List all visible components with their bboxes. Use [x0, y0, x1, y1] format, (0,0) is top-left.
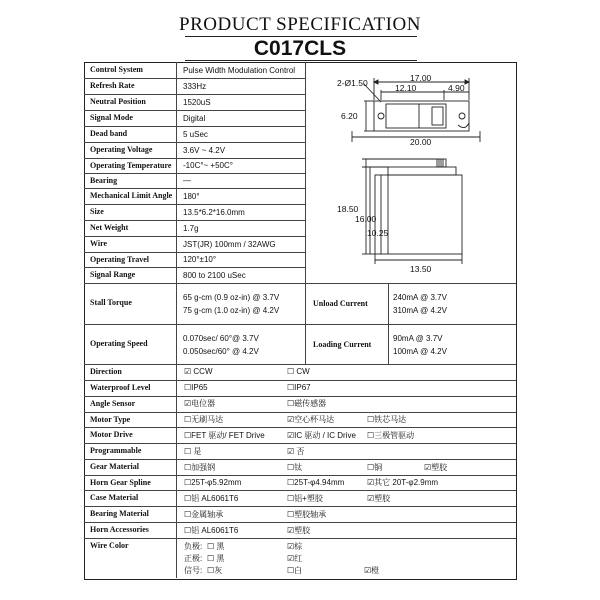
option-choice[interactable]: ☐金属轴承 [184, 510, 224, 519]
option-choice[interactable]: ☐IP65 [184, 383, 208, 392]
option-choice[interactable]: ☑塑胶 [367, 494, 391, 503]
row-divider [84, 427, 516, 428]
option-choice[interactable]: ☑其它 20T-φ2.9mm [367, 478, 439, 487]
option-choice[interactable]: ☐ CW [287, 367, 310, 376]
top-view-body-dim: 20.00 [410, 137, 432, 147]
wire-color-label: Wire Color [90, 541, 129, 550]
row-divider [84, 364, 516, 365]
spec-value: Pulse Width Modulation Control [183, 66, 296, 75]
option-choice[interactable]: ☑空心杯马达 [287, 415, 335, 424]
spec-value: 1.7g [183, 224, 199, 233]
operating-speed-label: Operating Speed [90, 339, 148, 348]
unload-current-label: Unload Current [313, 299, 368, 308]
option-choice[interactable]: ☐铝+塑胶 [287, 494, 323, 503]
option-choice[interactable]: ☐铜 [367, 463, 383, 472]
option-choice[interactable]: ☐25T-φ5.92mm [184, 478, 242, 487]
spec-label: Control System [90, 65, 143, 74]
option-choice[interactable]: ☐无刷马达 [184, 415, 224, 424]
operating-speed-line: 0.070sec/ 60°@ 3.7V [183, 334, 259, 343]
wire-choice[interactable]: ☑棕 [287, 542, 303, 551]
spec-value: -10C°~ +50C° [183, 161, 233, 170]
row-divider [84, 459, 516, 460]
side-view-length-dim: 13.50 [410, 264, 432, 274]
operating-speed-line: 0.050sec/60° @ 4.2V [183, 347, 259, 356]
spec-label: Signal Range [90, 270, 136, 279]
unload-current-line: 310mA @ 4.2V [393, 306, 447, 315]
loading-current-label: Loading Current [313, 340, 372, 349]
spec-value: JST(JR) 100mm / 32AWG [183, 240, 276, 249]
option-choice[interactable]: ☑ CCW [184, 367, 213, 376]
row-divider [84, 78, 305, 79]
option-choice[interactable]: ☑塑胶 [424, 463, 448, 472]
spec-value: 120°±10° [183, 255, 217, 264]
row-divider [84, 110, 305, 111]
loading-current-line: 100mA @ 4.2V [393, 347, 447, 356]
row-divider [84, 538, 516, 539]
top-view-offset-dim: 4.90 [448, 83, 465, 93]
row-divider [84, 236, 305, 237]
spec-label: Neutral Position [90, 97, 146, 106]
side-view-body-height-dim: 16.00 [355, 214, 377, 224]
spec-label: Operating Voltage [90, 145, 153, 154]
option-label: Direction [90, 367, 122, 376]
row-divider [84, 522, 516, 523]
column-divider [176, 62, 177, 578]
option-label: Bearing Material [90, 509, 149, 518]
spec-value: 333Hz [183, 82, 207, 91]
row-divider [84, 94, 305, 95]
top-view-spacing-dim: 12.10 [395, 83, 417, 93]
wire-name: 信号: [184, 566, 203, 575]
option-label: Horn Accessories [90, 525, 149, 534]
option-choice[interactable]: ☑电位器 [184, 399, 216, 408]
wire-choice[interactable]: ☐ 黑 [207, 542, 225, 551]
option-label: Motor Drive [90, 430, 133, 439]
option-label: Gear Material [90, 462, 139, 471]
top-view-width-dim: 6.20 [341, 111, 358, 121]
side-view-drawing [362, 159, 462, 264]
option-choice[interactable]: ☑ 否 [287, 447, 305, 456]
spec-label: Dead band [90, 129, 128, 138]
row-divider [84, 158, 305, 159]
row-divider [84, 443, 516, 444]
model-number: C017CLS [253, 37, 347, 60]
option-choice[interactable]: ☐铁芯马达 [367, 415, 407, 424]
option-choice[interactable]: ☐25T-φ4.94mm [287, 478, 345, 487]
option-choice[interactable]: ☐钛 [287, 463, 303, 472]
column-divider [388, 283, 389, 364]
row-divider [84, 324, 516, 325]
spec-label: Operating Travel [90, 255, 150, 264]
top-view-overall-dim: 17.00 [410, 73, 432, 83]
side-view-case-height-dim: 10.25 [367, 228, 389, 238]
row-divider [84, 380, 516, 381]
option-label: Programmable [90, 446, 142, 455]
spec-value: 5 uSec [183, 130, 208, 139]
stall-torque-label: Stall Torque [90, 298, 132, 307]
spec-label: Signal Mode [90, 113, 133, 122]
option-label: Case Material [90, 493, 139, 502]
spec-value: 13.5*6.2*16.0mm [183, 208, 245, 217]
option-label: Angle Sensor [90, 399, 136, 408]
wire-name: 正极: [184, 554, 203, 563]
spec-value: 1520uS [183, 98, 211, 107]
option-label: Waterproof Level [90, 383, 151, 392]
stall-torque-line: 65 g-cm (0.9 oz-in) @ 3.7V [183, 293, 280, 302]
row-divider [84, 412, 516, 413]
row-divider [84, 490, 516, 491]
loading-current-line: 90mA @ 3.7V [393, 334, 443, 343]
row-divider [84, 475, 516, 476]
option-choice[interactable]: ☐加强钢 [184, 463, 216, 472]
spec-label: Mechanical Limit Angle [90, 191, 173, 200]
option-choice[interactable]: ☐FET 驱动/ FET Drive [184, 431, 265, 440]
wire-choice[interactable]: ☐白 [287, 566, 303, 575]
unload-current-line: 240mA @ 3.7V [393, 293, 447, 302]
wire-choice[interactable]: ☐灰 [207, 566, 223, 575]
spec-label: Bearing [90, 176, 118, 185]
wire-choice[interactable]: ☑红 [287, 554, 303, 563]
spec-label: Size [90, 207, 104, 216]
row-divider [84, 283, 516, 284]
option-choice[interactable]: ☑塑胶 [287, 526, 311, 535]
top-view-hole-dim: 2-Ø1.50 [337, 78, 368, 88]
spec-value: 800 to 2100 uSec [183, 271, 246, 280]
row-divider [84, 188, 305, 189]
document-title: PRODUCT SPECIFICATION [179, 14, 421, 35]
stall-torque-line: 75 g-cm (1.0 oz-in) @ 4.2V [183, 306, 280, 315]
row-divider [84, 267, 305, 268]
option-choice[interactable]: ☐铝 AL6061T6 [184, 494, 239, 503]
spec-value: Digital [183, 114, 206, 123]
row-divider [84, 126, 305, 127]
servo-dimension-drawing [306, 63, 514, 283]
wire-choice[interactable]: ☑橙 [364, 566, 380, 575]
row-divider [84, 204, 305, 205]
model-underline [185, 60, 417, 61]
row-divider [84, 396, 516, 397]
spec-label: Refresh Rate [90, 81, 135, 90]
option-choice[interactable]: ☑IC 驱动 / IC Drive [287, 431, 356, 440]
option-label: Horn Gear Spline [90, 478, 151, 487]
wire-choice[interactable]: ☐ 黑 [207, 554, 225, 563]
spec-value: 3.6V ~ 4.2V [183, 146, 226, 155]
option-choice[interactable]: ☐ 是 [184, 447, 202, 456]
row-divider [84, 142, 305, 143]
row-divider [84, 173, 305, 174]
option-label: Motor Type [90, 415, 131, 424]
spec-label: Net Weight [90, 223, 129, 232]
wire-name: 负极: [184, 542, 203, 551]
option-choice[interactable]: ☐IP67 [287, 383, 311, 392]
row-divider [84, 220, 305, 221]
row-divider [84, 252, 305, 253]
spec-value: — [183, 176, 191, 185]
option-choice[interactable]: ☐铝 AL6061T6 [184, 526, 239, 535]
spec-label: Wire [90, 239, 108, 248]
option-choice[interactable]: ☐磁传感器 [287, 399, 327, 408]
option-choice[interactable]: ☐三极管驱动 [367, 431, 415, 440]
spec-value: 180° [183, 192, 200, 201]
row-divider [84, 506, 516, 507]
side-view-total-height-dim: 18.50 [337, 204, 359, 214]
option-choice[interactable]: ☐塑胶轴承 [287, 510, 327, 519]
spec-label: Operating Temperature [90, 161, 172, 170]
